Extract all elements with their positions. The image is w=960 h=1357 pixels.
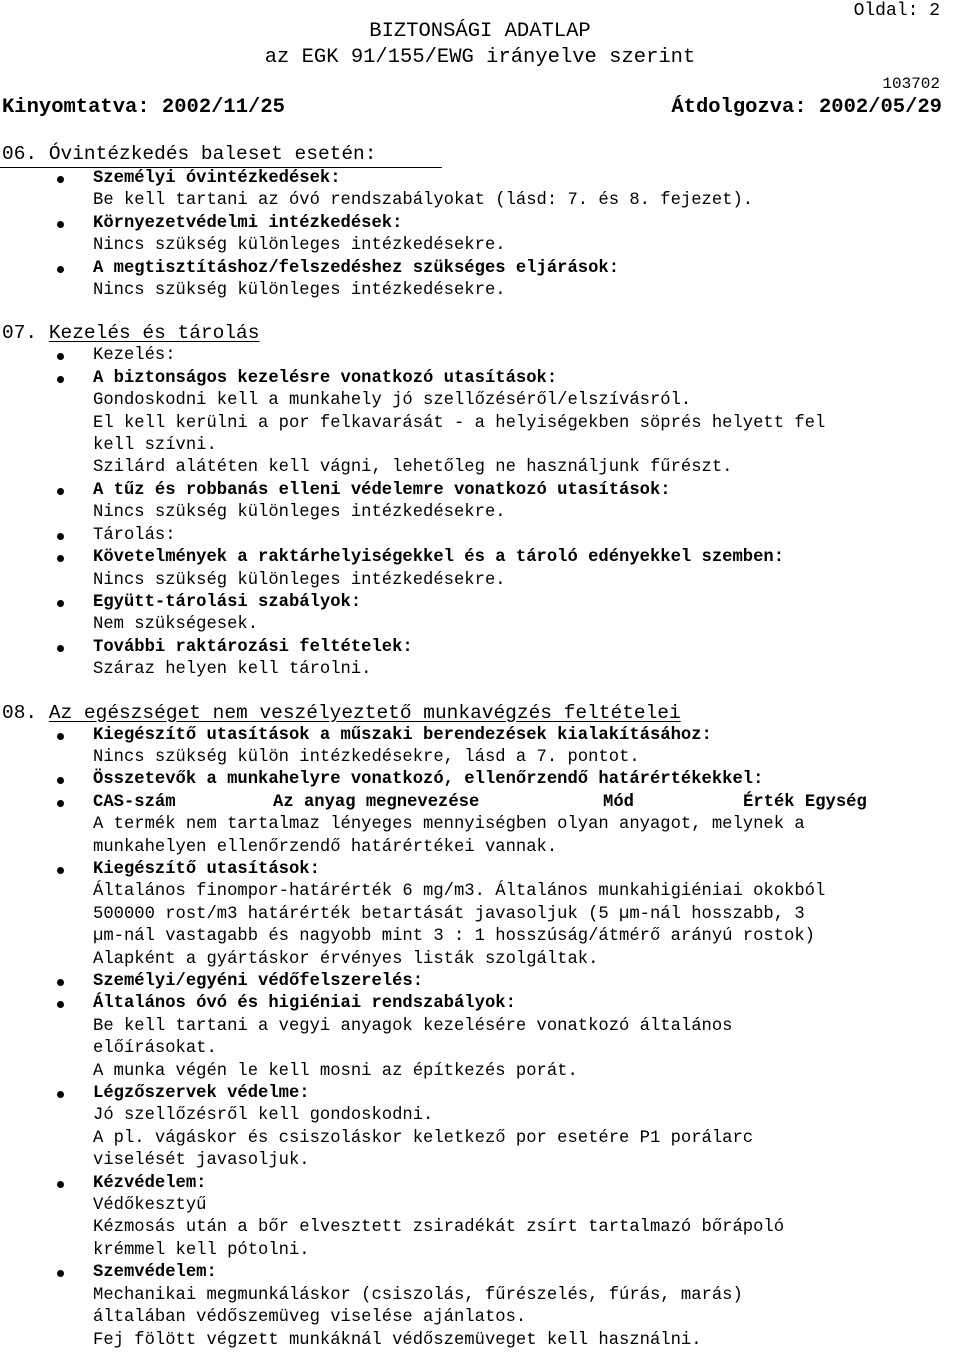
printed-date: Kinyomtatva: 2002/11/25 [2, 96, 285, 119]
section-number: 06. [2, 143, 49, 165]
section-08-title [0, 702, 960, 725]
list-item-text: Alapként a gyártáskor érvényes listák szolgáltak. [93, 949, 599, 969]
list-item: Személyi óvintézkedések: [0, 168, 960, 190]
list-item-text: Általános finompor-határérték 6 mg/m3. Általános munkahigiéniai okokból [93, 882, 826, 902]
section-number: 07. [2, 322, 49, 345]
list-item: Kezelés: [0, 345, 960, 367]
list-item-text: Nincs szükség külön intézkedésekre, lásd a 7. pontot. [93, 747, 640, 767]
section-heading: Óvintézkedés baleset esetén: [48, 143, 377, 165]
list-item: Követelmények a raktárhelyiségekkel és a tároló edényekkel szemben: [0, 547, 960, 569]
cas-col-number: CAS-szám [93, 792, 176, 812]
page-number: Oldal: 2 [853, 1, 940, 21]
list-item-text: Kézmosás után a bőr elvesztett zsiradékát zsírt tartalmazó bőrápoló [93, 1218, 785, 1238]
list-item-text: kell szívni. [93, 436, 217, 456]
list-item-text: Fej fölött végzett munkáknál védőszemüveget kell használni. [93, 1330, 702, 1350]
spacer [0, 302, 960, 322]
list-item-text: A munka végén le kell mosni az építkezés porát. [93, 1061, 578, 1081]
list-item-text: Nincs szükség különleges intézkedésekre. [93, 503, 506, 523]
document-number: 103702 [882, 75, 940, 93]
list-item: Általános óvó és higiéniai rendszabályok: [0, 993, 960, 1015]
list-item: További raktározási feltételek: [0, 637, 960, 659]
list-item-text: µm-nál vastagabb és nagyobb mint 3 : 1 hosszúság/átmérő arányú rostok) [93, 927, 815, 947]
list-item-text: A termék nem tartalmaz lényeges mennyiségben olyan anyagot, melynek a [93, 815, 805, 835]
section-07-title [0, 322, 960, 345]
cas-col-mode: Mód [603, 792, 634, 812]
list-item: A tűz és robbanás elleni védelemre vonatkozó utasítások: [0, 480, 960, 502]
section-heading: Az egészséget nem veszélyeztető munkavégzés feltételei [48, 701, 681, 724]
cas-header-cells [93, 792, 867, 814]
section-heading: Kezelés és tárolás [48, 322, 260, 345]
list-item: Összetevők a munkahelyre vonatkozó, ellenőrzendő határértékekkel: [0, 769, 960, 791]
list-item-text: A pl. vágáskor és csiszoláskor keletkező por esetére P1 porálarc [93, 1128, 754, 1148]
list-item-text: Nincs szükség különleges intézkedésekre. [93, 281, 506, 301]
list-item-text: Mechanikai megmunkáláskor (csiszolás, fűrészelés, fúrás, marás) [93, 1285, 743, 1305]
list-item: Együtt-tárolási szabályok: [0, 592, 960, 614]
section-number: 08. [2, 701, 49, 724]
list-item: Környezetvédelmi intézkedések: [0, 213, 960, 235]
list-item-text: Védőkesztyű [93, 1196, 207, 1216]
list-item: A biztonságos kezelésre vonatkozó utasítások: [0, 368, 960, 390]
list-item-text: Nem szükségesek. [93, 615, 259, 635]
list-item-text: El kell kerülni a por felkavarását - a helyiségekben söprés helyett fel [93, 413, 826, 433]
list-item-text: Jó szellőzésről kell gondoskodni. [93, 1106, 434, 1126]
list-item-text: Nincs szükség különleges intézkedésekre. [93, 570, 506, 590]
spacer [0, 682, 960, 702]
list-item: Kézvédelem: [0, 1173, 960, 1195]
list-item: Szemvédelem: [0, 1262, 960, 1284]
cas-col-name: Az anyag megnevezése [273, 792, 480, 812]
cas-table-header [0, 792, 960, 814]
list-item: Személyi/egyéni védőfelszerelés: [0, 971, 960, 993]
list-item: A megtisztításhoz/felszedéshez szükséges eljárások: [0, 258, 960, 280]
list-item-text: Szilárd alátéten kell vágni, lehetőleg ne használjunk fűrészt. [93, 458, 733, 478]
list-item-text: Be kell tartani az óvó rendszabályokat (lásd: 7. és 8. fejezet). [93, 191, 754, 211]
list-item-text: Gondoskodni kell a munkahely jó szellőzéséről/elszívásról. [93, 391, 692, 411]
list-item: Kiegészítő utasítások a műszaki berendezések kialakításához: [0, 725, 960, 747]
list-item-text: Száraz helyen kell tárolni. [93, 660, 372, 680]
cas-col-value-unit: Érték Egység [743, 792, 867, 812]
list-item: Légzőszervek védelme: [0, 1083, 960, 1105]
list-item-text: előírásokat. [93, 1039, 217, 1059]
list-item-text: viselését javasoljuk. [93, 1151, 310, 1171]
document-subtitle: az EGK 91/155/EWG irányelve szerint [264, 46, 696, 69]
document-title: BIZTONSÁGI ADATLAP [369, 20, 591, 43]
list-item-text: krémmel kell pótolni. [93, 1240, 310, 1260]
section-06-title [0, 143, 442, 168]
list-item-text: munkahelyen ellenőrzendő határértékei vannak. [93, 837, 558, 857]
list-item-text: általában védőszemüveg viselése ajánlatos. [93, 1308, 527, 1328]
list-item-text: Be kell tartani a vegyi anyagok kezelésére vonatkozó általános [93, 1016, 733, 1036]
list-item: Tárolás: [0, 525, 960, 547]
list-item: Kiegészítő utasítások: [0, 859, 960, 881]
document-body [0, 143, 960, 1352]
list-item-text: Nincs szükség különleges intézkedésekre. [93, 236, 506, 256]
revised-date: Átdolgozva: 2002/05/29 [671, 96, 942, 119]
list-item-text: 500000 rost/m3 határérték betartását javasoljuk (5 µm-nál hosszabb, 3 [93, 904, 805, 924]
